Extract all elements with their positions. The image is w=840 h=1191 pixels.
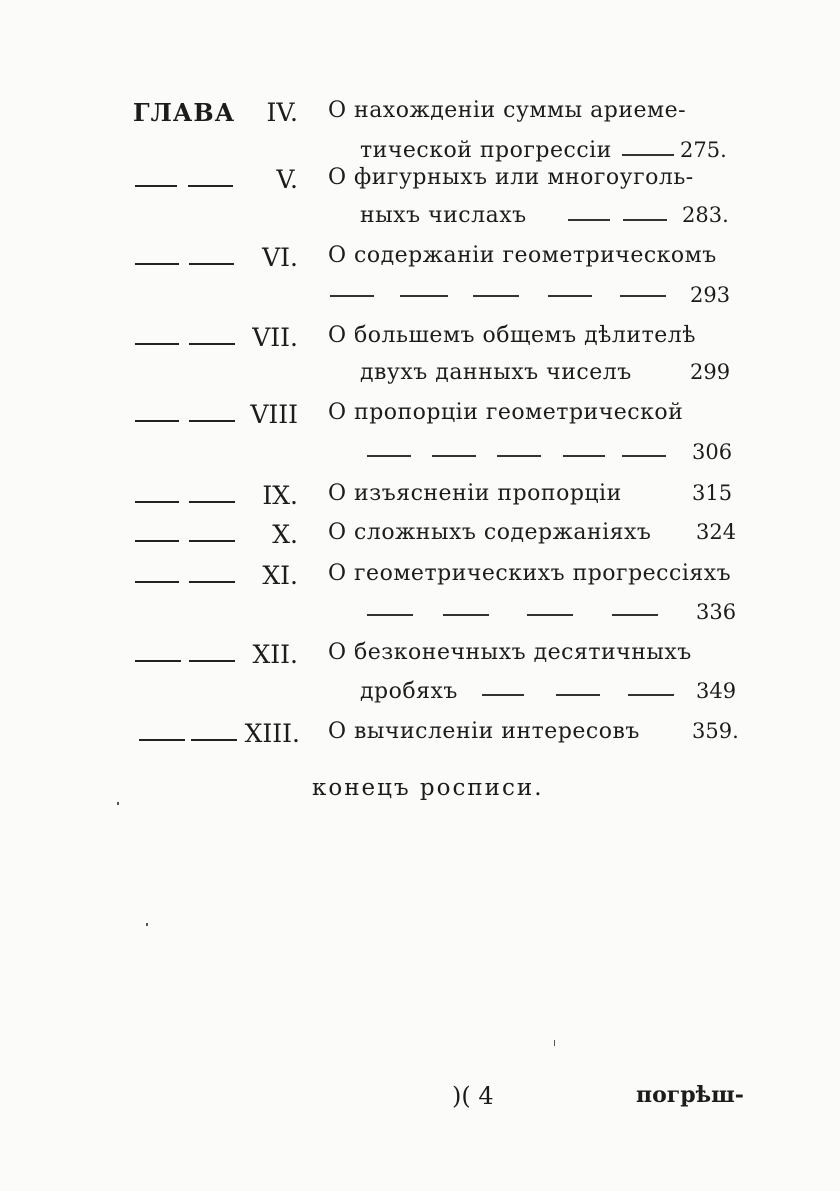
chapter-number: V. (276, 165, 298, 194)
ditto-dash (135, 420, 179, 422)
leader-dash (568, 219, 610, 221)
chapter-word: ГЛАВА (133, 98, 236, 127)
leader-dash (563, 455, 605, 457)
chapter-title-continuation: тической прогрессіи (360, 138, 612, 163)
chapter-title: О пропорціи геометрической (328, 400, 684, 425)
chapter-number: VII. (252, 323, 298, 352)
chapter-title: О вычисленіи интересовъ (328, 719, 640, 744)
toc-entry-v (0, 165, 840, 205)
toc-entry-vii-cont (0, 360, 840, 400)
chapter-title: О фигурныхъ или многоуголь- (328, 165, 694, 190)
ditto-dash (135, 540, 179, 542)
toc-entry-vi (0, 243, 840, 283)
chapter-number: XI. (262, 561, 298, 590)
leader-dash (482, 694, 524, 696)
ditto-dash (135, 185, 177, 187)
toc-entry-xi-cont (0, 600, 840, 640)
page-number: 293 (690, 283, 731, 307)
paper-speck (146, 923, 148, 926)
page-number: 359. (692, 719, 739, 743)
ditto-dash (139, 739, 185, 741)
catchword: погрѣш- (636, 1082, 744, 1108)
page-number: 275. (680, 138, 727, 162)
leader-dash (527, 614, 573, 616)
toc-entry-v-cont (0, 203, 840, 243)
toc-entry-viii (0, 400, 840, 440)
leader-dash (556, 694, 600, 696)
toc-entry-ix (0, 481, 840, 521)
ditto-dash (135, 343, 179, 345)
chapter-number: XII. (252, 640, 298, 669)
leader-dash (473, 295, 519, 297)
toc-entry-x (0, 520, 840, 560)
page-number: 283. (682, 203, 729, 227)
chapter-number: VI. (262, 243, 298, 272)
chapter-title: О нахожденіи суммы ариеме- (328, 98, 687, 123)
toc-entry-xii-cont (0, 679, 840, 719)
ditto-dash (135, 501, 179, 503)
ditto-dash (188, 185, 233, 187)
chapter-title: О большемъ общемъ дѣлителѣ (328, 323, 696, 348)
leader-dash (620, 295, 666, 297)
chapter-number: XIII. (244, 719, 300, 748)
page-number: 315 (692, 481, 733, 505)
page-number: 324 (696, 520, 737, 544)
toc-entry-xiii (0, 719, 840, 759)
ditto-dash (135, 581, 179, 583)
chapter-number: X. (272, 520, 298, 549)
paper-speck (554, 1040, 555, 1046)
toc-entry-viii-cont (0, 440, 840, 480)
leader-dash (622, 455, 666, 457)
signature-mark: )( 4 (452, 1082, 494, 1110)
chapter-title: О содержаніи геометрическомъ (328, 243, 717, 268)
leader-dash (367, 455, 411, 457)
chapter-number: VIII (250, 400, 298, 429)
leader-dash (367, 614, 413, 616)
toc-entry-vii (0, 323, 840, 363)
leader-dash (622, 154, 674, 156)
toc-entry-xi (0, 561, 840, 601)
leader-dash (548, 295, 592, 297)
toc-entry-xii (0, 640, 840, 680)
page-number: 349 (696, 679, 737, 703)
chapter-title: О геометрическихъ прогрессіяхъ (328, 561, 732, 586)
leader-dash (400, 295, 448, 297)
chapter-title-continuation: двухъ данныхъ чиселъ (360, 360, 632, 385)
chapter-title: О изъясненіи пропорціи (328, 481, 622, 506)
page-number: 336 (696, 600, 737, 624)
leader-dash (628, 694, 674, 696)
leader-dash (432, 455, 476, 457)
chapter-title: О сложныхъ содержаніяхъ (328, 520, 652, 545)
toc-entry-vi-cont (0, 283, 840, 323)
end-of-contents: конецъ росписи. (312, 775, 544, 801)
chapter-number: IX. (262, 481, 298, 510)
chapter-number: IV. (266, 98, 298, 127)
toc-entry-iv (0, 98, 840, 138)
ditto-dash (135, 660, 181, 662)
leader-dash (330, 295, 374, 297)
chapter-title-continuation: дробяхъ (360, 679, 458, 704)
ditto-dash (135, 263, 179, 265)
leader-dash (497, 455, 541, 457)
chapter-title-continuation: ныхъ числахъ (360, 203, 527, 228)
page-number: 299 (690, 360, 731, 384)
leader-dash (612, 614, 658, 616)
leader-dash (443, 614, 489, 616)
paper-speck (117, 802, 119, 805)
page-number: 306 (692, 440, 733, 464)
leader-dash (623, 219, 667, 221)
chapter-title: О безконечныхъ десятичныхъ (328, 640, 692, 665)
